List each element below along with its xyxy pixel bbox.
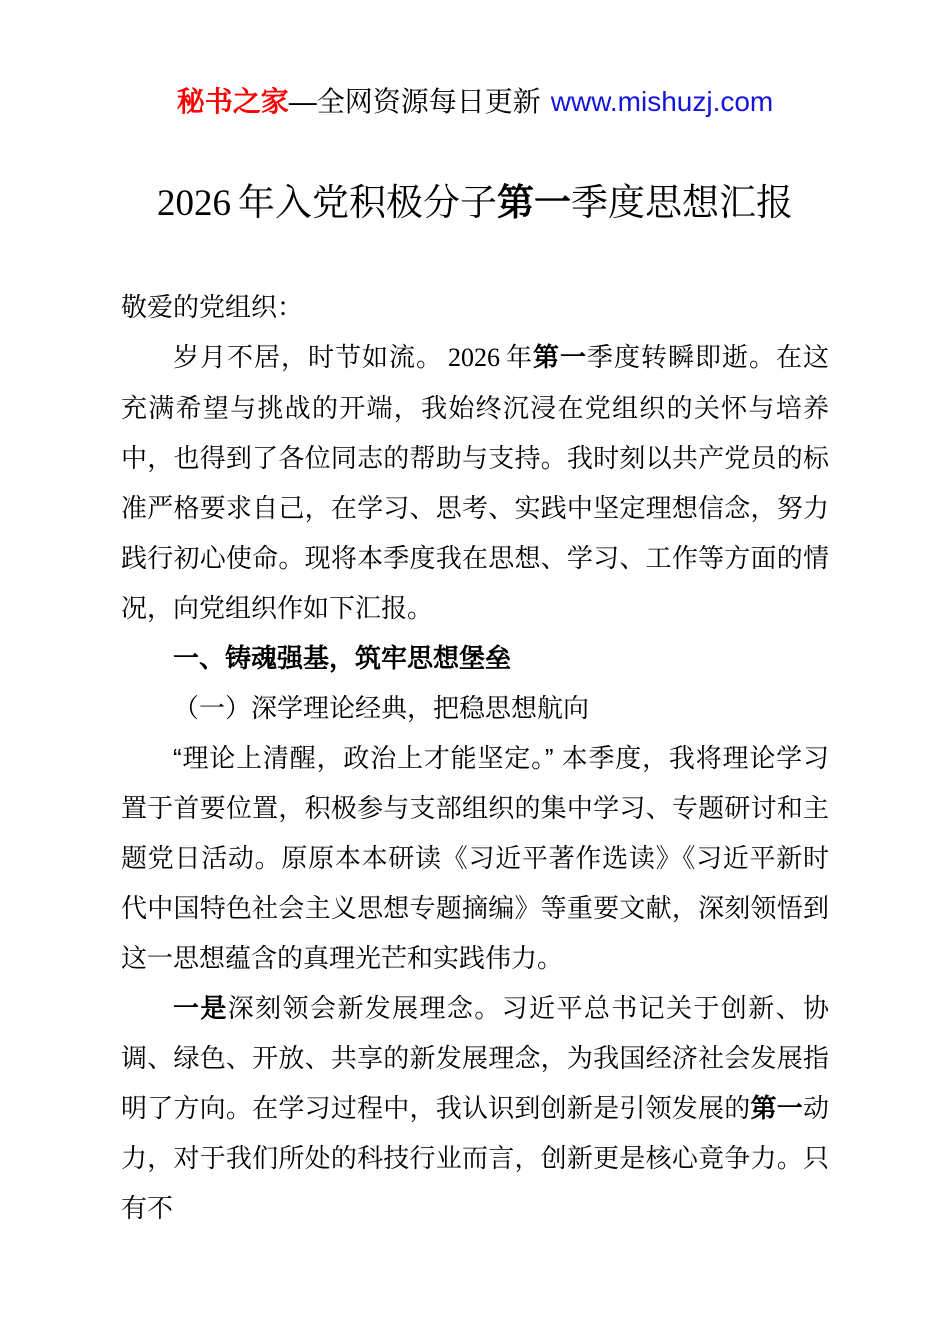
document-title [0, 179, 950, 228]
paragraph-salutation [121, 282, 829, 332]
paragraph-heading2 [121, 683, 829, 733]
text-run: “理论上清醒，政治上才能坚定。” 本季度，我将理论学习置于首要位置，积极参与支部组织的集中学习、专题研讨和主题党日活动。原原本本研读《习近平著作选读》《习近平新时代中国特色社会主义思想专题摘编》等重要文献，深刻领悟到这一思想蕴含的真理光芒和实践伟力。 [121, 743, 829, 973]
paragraph-heading1 [121, 633, 829, 683]
paragraph-body [121, 733, 829, 983]
title-text-run: 2026 [157, 183, 231, 224]
title-text-run: 第一 [497, 182, 571, 223]
text-run: 第一 [750, 1093, 803, 1123]
title-text-run: 年入党积极分子 [238, 182, 497, 223]
text-run: 第一 [532, 342, 587, 372]
text-run: 一、铸魂强基，筑牢思想堡垒 [173, 643, 512, 673]
text-run: 岁月不居，时节如流。 [173, 342, 443, 372]
text-run: 敬爱的党组织： [121, 292, 304, 322]
paragraph-body [121, 332, 829, 633]
site-tagline: —全网资源每日更新 [288, 86, 541, 117]
document-body [121, 282, 829, 1233]
text-run: （一）深学理论经典，把稳思想航向 [173, 693, 590, 723]
site-header [0, 0, 950, 119]
text-run: 一是 [173, 993, 228, 1023]
site-name: 秘书之家 [176, 86, 289, 117]
text-run: 2026 [447, 343, 500, 372]
text-run: 年 [504, 342, 533, 372]
text-run: 季度转瞬即逝。在这充满希望与挑战的开端，我始终沉浸在党组织的关怀与培养中，也得到了各位同志的帮助与支持。我时刻以共产党员的标准严格要求自己，在学习、思考、实践中坚定理想信念，努力践行初心使命。现将本季度我在思想、学习、工作等方面的情况，向党组织作如下汇报。 [121, 342, 829, 623]
text-run: 动力，对于我们所处的科技行业而言，创新更是核心竟争力。只有不 [121, 1093, 829, 1223]
text-run: 深刻领会新发展理念。习近平总书记关于创新、协调、绿色、开放、共享的新发展理念，为我国经济社会发展指明了方向。在学习过程中，我认识到创新是引领发展的 [121, 993, 829, 1123]
paragraph-body [121, 983, 829, 1233]
title-text-run: 季度思想汇报 [571, 182, 793, 223]
site-url-link[interactable]: www.mishuzj.com [550, 86, 774, 117]
